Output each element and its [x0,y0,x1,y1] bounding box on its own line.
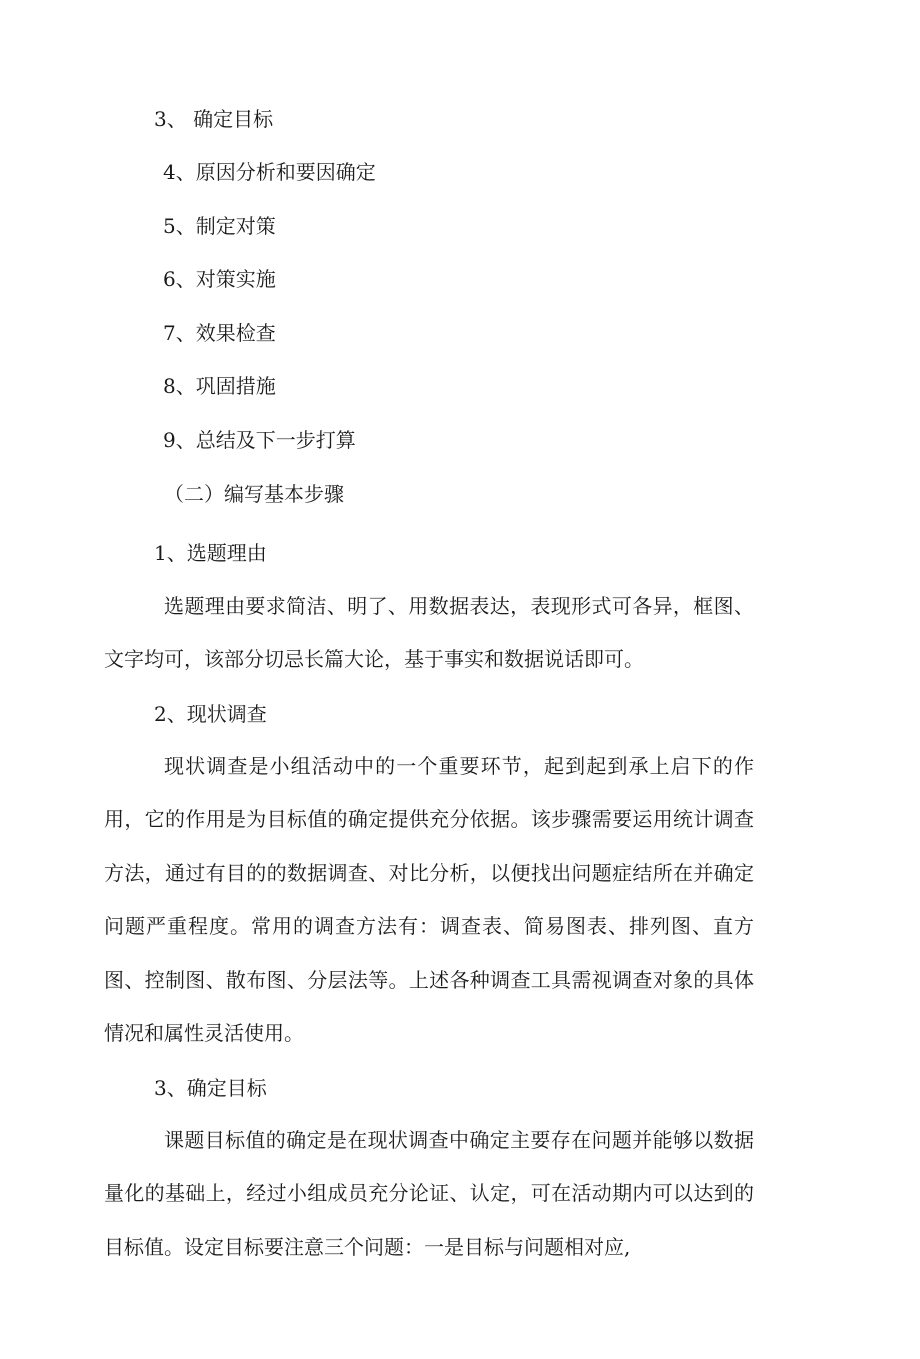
outline-item-6: 6、对策实施 [163,267,276,291]
outline-item-4: 4、原因分析和要因确定 [163,160,376,184]
step1-body: 选题理由要求简洁、明了、用数据表达，表现形式可各异，框图、文字均可，该部分切忌长篇大论，基于事实和数据说话即可。 [104,594,754,672]
outline-item-7: 7、效果检查 [163,321,276,345]
section-heading: （二）编写基本步骤 [164,482,344,506]
step1-heading: 1、选题理由 [154,541,267,565]
step2-heading: 2、现状调查 [154,702,267,726]
step3-heading: 3、确定目标 [154,1076,267,1100]
outline-item-5: 5、制定对策 [163,214,276,238]
outline-item-8: 8、巩固措施 [163,374,276,398]
step3-body: 课题目标值的确定是在现状调查中确定主要存在问题并能够以数据量化的基础上，经过小组成员充分论证、认定，可在活动期内可以达到的目标值。设定目标要注意三个问题：一是目标与问题相对应, [104,1128,754,1259]
step2-body: 现状调查是小组活动中的一个重要环节，起到起到承上启下的作用，它的作用是为目标值的确定提供充分依据。该步骤需要运用统计调查方法，通过有目的的数据调查、对比分析，以便找出问题症结所在并确定问题严重程度。常用的调查方法有：调查表、简易图表、排列图、直方图、控制图、散布图、分层法等。上述各种调查工具需视调查对象的具体情况和属性灵活使用。 [104,754,754,1046]
outline-item-9: 9、总结及下一步打算 [163,428,356,452]
outline-item-3: 3、 确定目标 [154,107,274,131]
